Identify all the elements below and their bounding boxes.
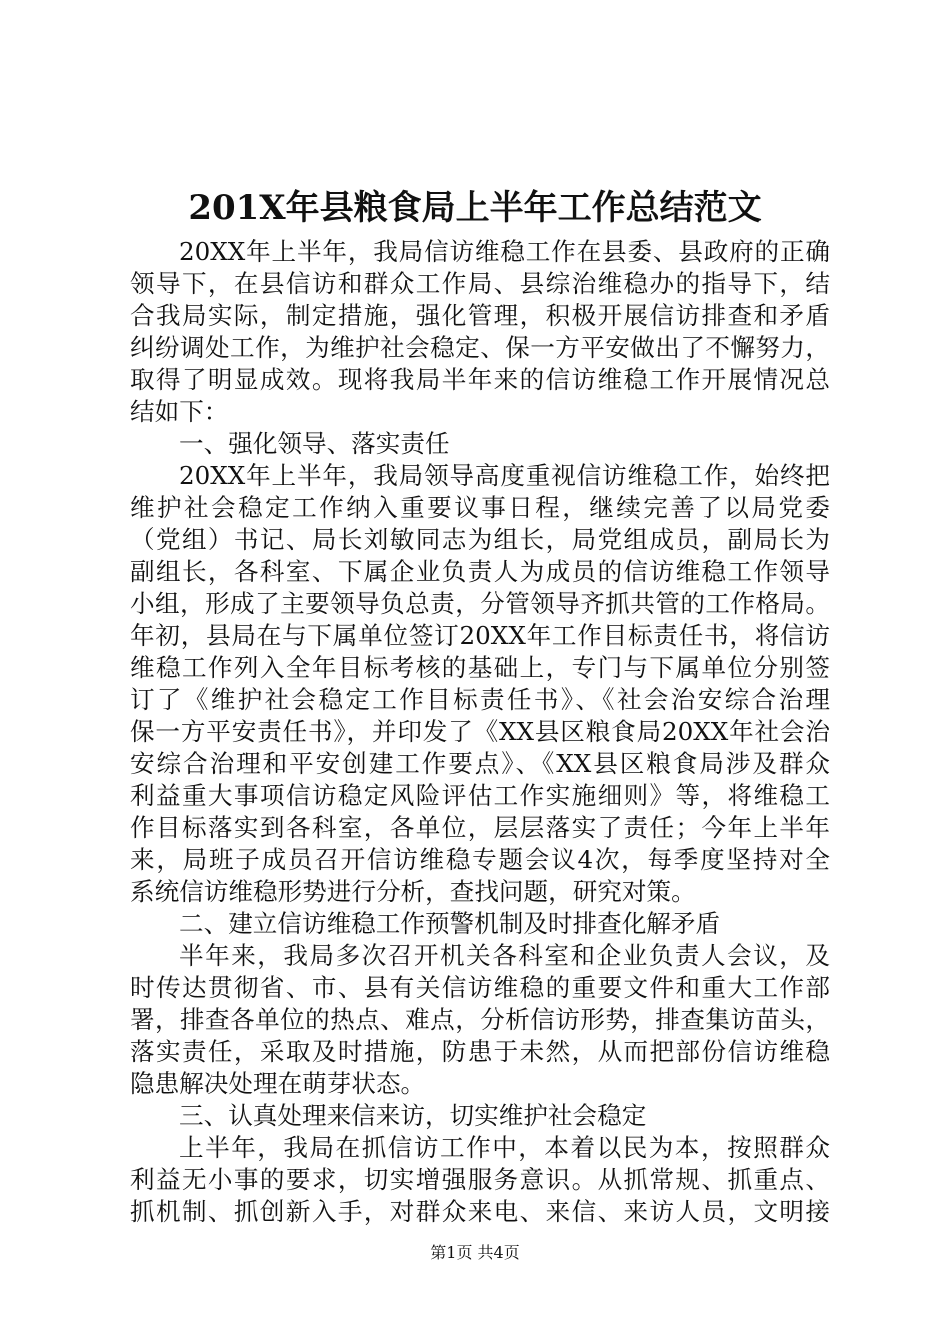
- section-heading: 二、建立信访维稳工作预警机制及时排查化解矛盾: [179, 909, 721, 938]
- paragraph-line: 小组，形成了主要领导负总责，分管领导齐抓共管的工作格局。: [130, 589, 830, 618]
- paragraph-line: 落实责任，采取及时措施，防患于未然，从而把部份信访维稳: [130, 1037, 830, 1066]
- paragraph-line: 保一方平安责任书》，并印发了《XX县区粮食局20XX年社会治: [130, 717, 830, 746]
- section-heading: 三、认真处理来信来访，切实维护社会稳定: [179, 1101, 647, 1130]
- paragraph-line: 维稳工作列入全年目标考核的基础上，专门与下属单位分别签: [130, 653, 830, 682]
- paragraph-line: 来，局班子成员召开信访维稳专题会议4次，每季度坚持对全: [130, 845, 830, 874]
- paragraph-line: 订了《维护社会稳定工作目标责任书》、《社会治安综合治理: [130, 685, 830, 714]
- paragraph-line: 年初，县局在与下属单位签订20XX年工作目标责任书，将信访: [130, 621, 830, 650]
- page-number: 第1页 共4页: [430, 1243, 520, 1262]
- paragraph-line: 利益重大事项信访稳定风险评估工作实施细则》等，将维稳工: [130, 781, 830, 810]
- document-body: [130, 236, 830, 1228]
- section-heading: 一、强化领导、落实责任: [179, 429, 450, 458]
- paragraph-line: 合我局实际，制定措施，强化管理，积极开展信访排查和矛盾: [130, 301, 830, 330]
- paragraph-line: 半年来，我局多次召开机关各科室和企业负责人会议，及: [179, 941, 830, 970]
- paragraph-line: 安综合治理和平安创建工作要点》、《XX县区粮食局涉及群众: [130, 749, 830, 778]
- paragraph-line: 领导下，在县信访和群众工作局、县综治维稳办的指导下，结: [130, 269, 830, 298]
- paragraph-line: 时传达贯彻省、市、县有关信访维稳的重要文件和重大工作部: [130, 973, 830, 1002]
- paragraph-line: 署，排查各单位的热点、难点，分析信访形势，排查集访苗头，: [130, 1005, 830, 1034]
- paragraph-line: 维护社会稳定工作纳入重要议事日程，继续完善了以局党委: [130, 493, 830, 522]
- paragraph-line: 纠纷调处工作，为维护社会稳定、保一方平安做出了不懈努力，: [130, 333, 830, 362]
- paragraph-line: 抓机制、抓创新入手，对群众来电、来信、来访人员，文明接: [130, 1197, 830, 1226]
- paragraph-line: 利益无小事的要求，切实增强服务意识。从抓常规、抓重点、: [130, 1165, 830, 1194]
- paragraph-line: 作目标落实到各科室，各单位，层层落实了责任；今年上半年: [130, 813, 830, 842]
- document-title: 201X年县粮食局上半年工作总结范文: [188, 188, 762, 228]
- paragraph-line: 取得了明显成效。现将我局半年来的信访维稳工作开展情况总: [130, 365, 830, 394]
- paragraph-line: 系统信访维稳形势进行分析，查找问题，研究对策。: [130, 877, 696, 906]
- paragraph-line: 副组长，各科室、下属企业负责人为成员的信访维稳工作领导: [130, 557, 830, 586]
- paragraph-line: 20XX年上半年，我局领导高度重视信访维稳工作，始终把: [179, 461, 830, 490]
- paragraph-line: 结如下：: [130, 397, 229, 426]
- paragraph-line: 20XX年上半年，我局信访维稳工作在县委、县政府的正确: [179, 237, 830, 266]
- paragraph-line: （党组）书记、局长刘敏同志为组长，局党组成员，副局长为: [130, 525, 830, 554]
- paragraph-line: 上半年，我局在抓信访工作中，本着以民为本，按照群众: [179, 1133, 830, 1162]
- paragraph-line: 隐患解决处理在萌芽状态。: [130, 1069, 426, 1098]
